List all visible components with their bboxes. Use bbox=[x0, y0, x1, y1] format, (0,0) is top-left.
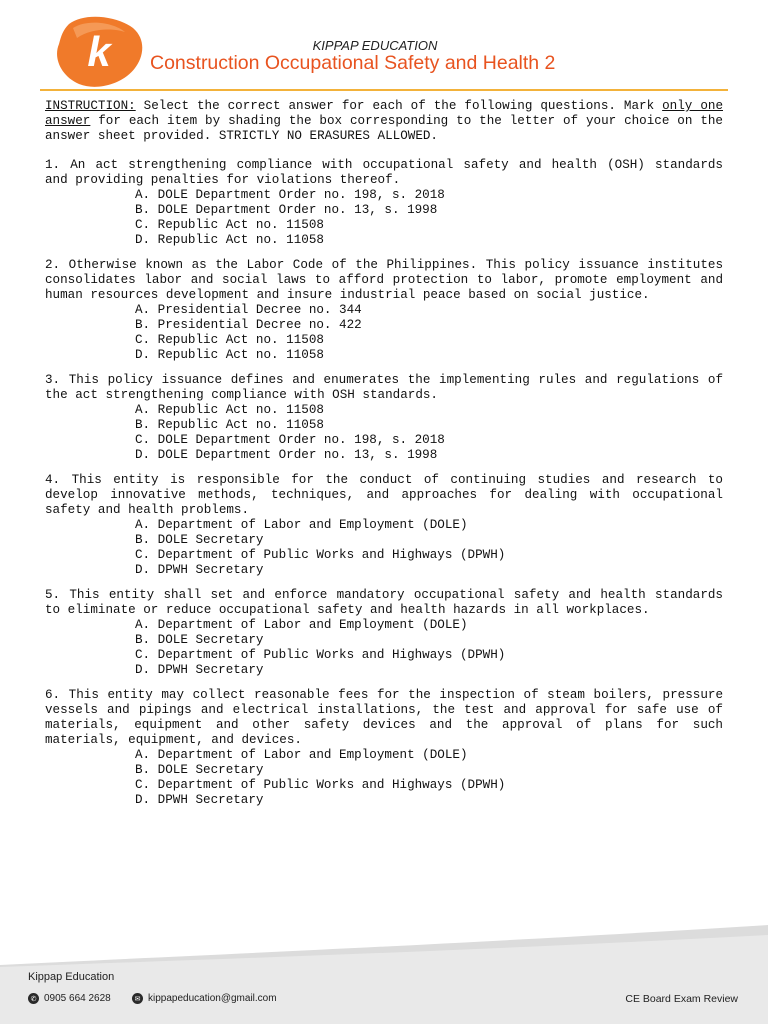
option-b[interactable]: B. DOLE Secretary bbox=[135, 763, 264, 777]
option-d[interactable]: D. Republic Act no. 11058 bbox=[135, 233, 324, 247]
question-3 bbox=[45, 373, 723, 463]
option-d[interactable]: D. DPWH Secretary bbox=[135, 793, 264, 807]
option-d[interactable]: D. Republic Act no. 11058 bbox=[135, 348, 324, 362]
option-b[interactable]: B. Presidential Decree no. 422 bbox=[135, 318, 362, 332]
option-d[interactable]: D. DPWH Secretary bbox=[135, 663, 264, 677]
organization-name: KIPPAP EDUCATION bbox=[312, 38, 438, 53]
question-text: 1. An act strengthening compliance with occupational safety and health (OSH) standards and providing penalties for violations thereof. bbox=[45, 158, 723, 187]
option-c[interactable]: C. DOLE Department Order no. 198, s. 2018 bbox=[135, 433, 445, 447]
question-6 bbox=[45, 688, 723, 808]
question-text: 6. This entity may collect reasonable fees for the inspection of steam boilers, pressure vessels and pipings and electrical installations, the test and approval for safe use of materials, equipment and other safety devices and the approval of plans for such materials, equipment, and devices. bbox=[45, 688, 723, 747]
option-b[interactable]: B. DOLE Secretary bbox=[135, 633, 264, 647]
option-b[interactable]: B. DOLE Secretary bbox=[135, 533, 264, 547]
option-d[interactable]: D. DOLE Department Order no. 13, s. 1998 bbox=[135, 448, 438, 462]
footer-tagline: CE Board Exam Review bbox=[625, 993, 738, 1005]
option-b[interactable]: B. Republic Act no. 11058 bbox=[135, 418, 324, 432]
instruction-label: INSTRUCTION: bbox=[45, 99, 136, 113]
option-a[interactable]: A. Presidential Decree no. 344 bbox=[135, 303, 362, 317]
option-c[interactable]: C. Department of Public Works and Highways (DPWH) bbox=[135, 778, 506, 792]
option-a[interactable]: A. Department of Labor and Employment (DOLE) bbox=[135, 748, 468, 762]
option-c[interactable]: C. Republic Act no. 11508 bbox=[135, 218, 324, 232]
option-a[interactable]: A. Department of Labor and Employment (DOLE) bbox=[135, 618, 468, 632]
instruction bbox=[45, 99, 723, 144]
question-text: 3. This policy issuance defines and enumerates the implementing rules and regulations of the act strengthening compliance with OSH standards. bbox=[45, 373, 723, 402]
email-icon: ✉ bbox=[132, 993, 143, 1004]
option-a[interactable]: A. DOLE Department Order no. 198, s. 2018 bbox=[135, 188, 445, 202]
phone-number: 0905 664 2628 bbox=[44, 993, 111, 1004]
option-c[interactable]: C. Republic Act no. 11508 bbox=[135, 333, 324, 347]
option-c[interactable]: C. Department of Public Works and Highways (DPWH) bbox=[135, 648, 506, 662]
logo-letter: k bbox=[87, 28, 111, 75]
phone-icon: ✆ bbox=[28, 993, 39, 1004]
question-text: 5. This entity shall set and enforce mandatory occupational safety and health standards to eliminate or reduce occupational safety and health hazards in all workplaces. bbox=[45, 588, 723, 617]
question-5 bbox=[45, 588, 723, 678]
question-2 bbox=[45, 258, 723, 363]
option-c[interactable]: C. Department of Public Works and Highways (DPWH) bbox=[135, 548, 506, 562]
page-header bbox=[0, 0, 768, 96]
footer-email bbox=[132, 993, 277, 1004]
option-a[interactable]: A. Republic Act no. 11508 bbox=[135, 403, 324, 417]
instruction-text-1: Select the correct answer for each of the following questions. Mark bbox=[135, 99, 663, 113]
option-d[interactable]: D. DPWH Secretary bbox=[135, 563, 264, 577]
kippap-logo bbox=[55, 14, 145, 90]
footer-wave bbox=[0, 925, 768, 1024]
footer-brand: Kippap Education bbox=[28, 971, 115, 983]
option-b[interactable]: B. DOLE Department Order no. 13, s. 1998 bbox=[135, 203, 438, 217]
question-text: 4. This entity is responsible for the conduct of continuing studies and research to develop innovative methods, techniques, and approaches for dealing with occupational safety and health problems. bbox=[45, 473, 723, 517]
instruction-text-2: for each item by shading the box corresponding to the letter of your choice on the answer sheet provided. STRICTLY NO ERASURES ALLOWED. bbox=[45, 114, 723, 143]
footer-phone bbox=[28, 993, 111, 1004]
email-address[interactable]: kippapeducation@gmail.com bbox=[148, 993, 277, 1004]
question-1 bbox=[45, 158, 723, 248]
header-rule bbox=[40, 89, 728, 91]
exam-content bbox=[45, 99, 723, 818]
document-title: Construction Occupational Safety and Health 2 bbox=[150, 52, 556, 74]
question-text: 2. Otherwise known as the Labor Code of the Philippines. This policy issuance institutes consolidates labor and social laws to afford protection to labor, promote employment and human resources development and insure industrial peace based on social justice. bbox=[45, 258, 723, 302]
instruction-emphasis: only one answer bbox=[45, 99, 723, 128]
question-4 bbox=[45, 473, 723, 578]
option-a[interactable]: A. Department of Labor and Employment (DOLE) bbox=[135, 518, 468, 532]
